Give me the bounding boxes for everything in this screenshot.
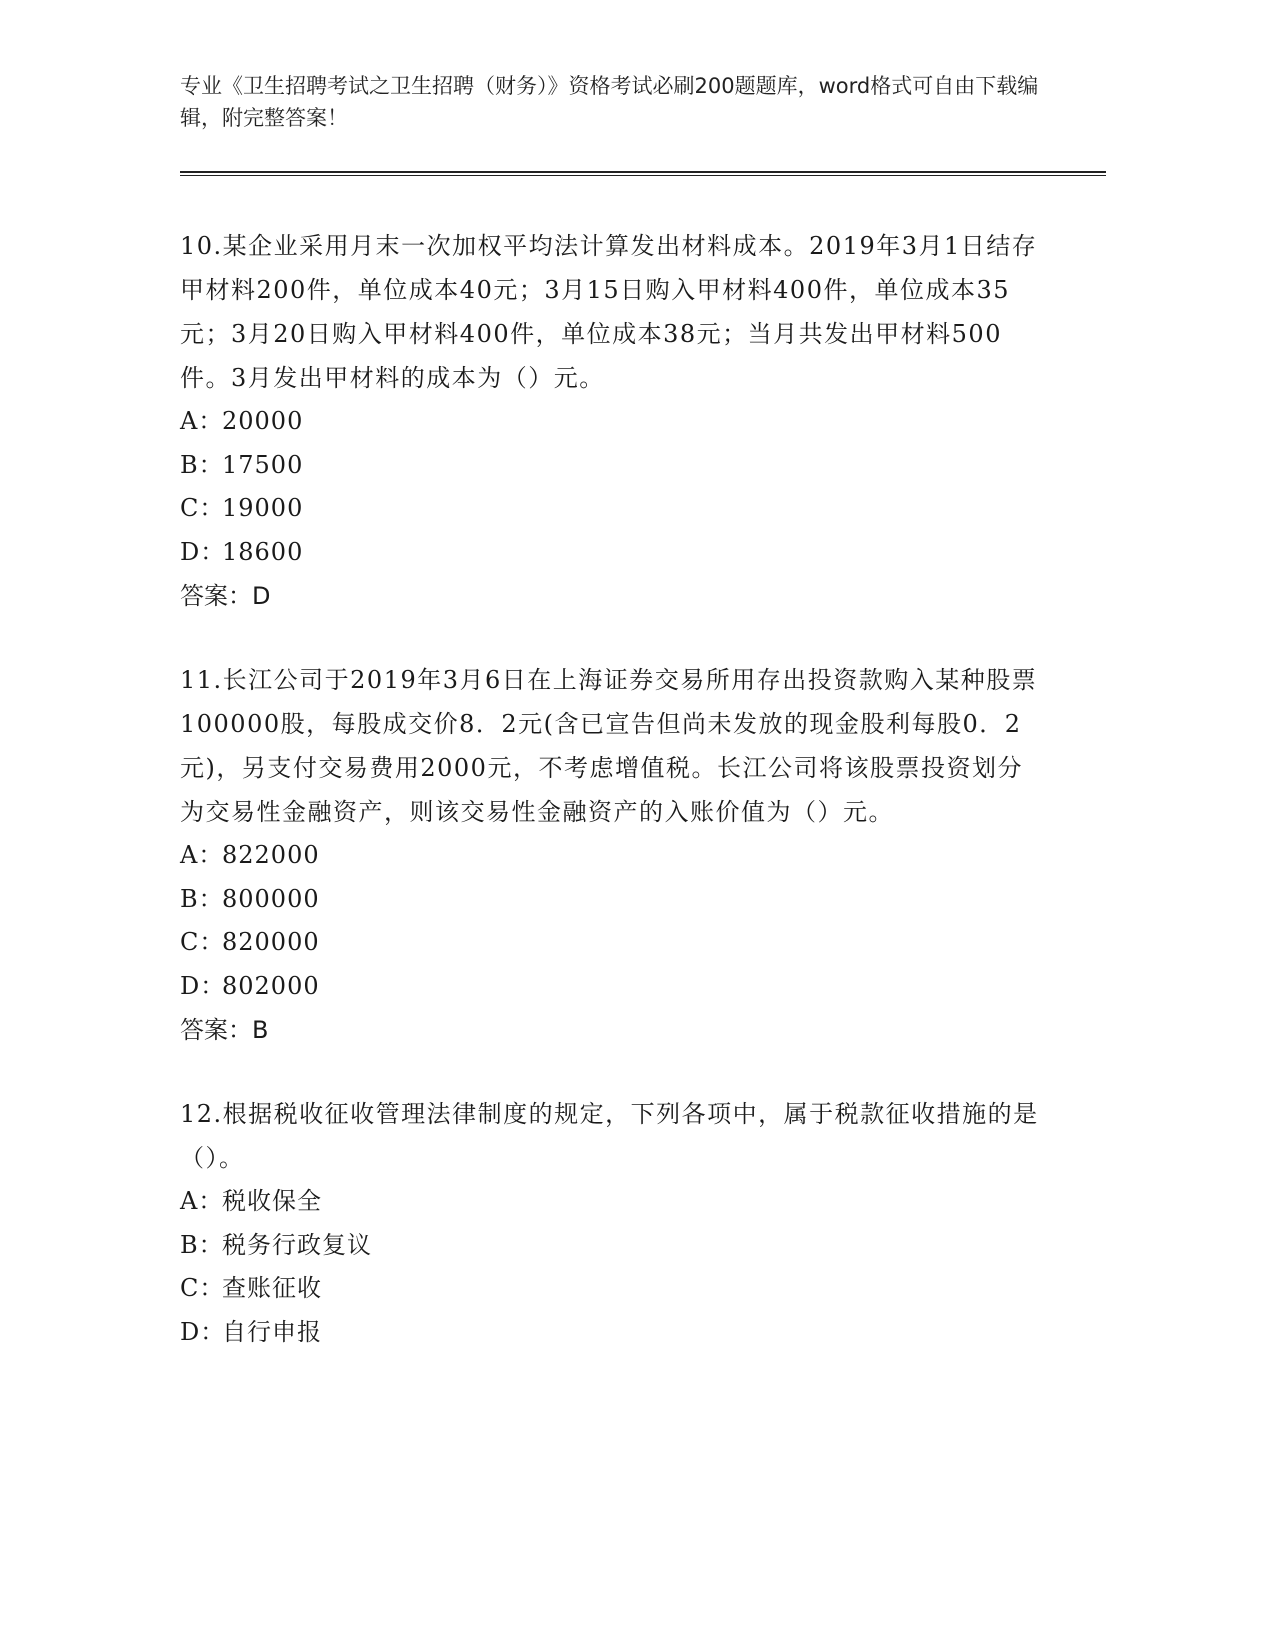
question-11 [180,658,1040,1052]
question-stem: 10.某企业采用月末一次加权平均法计算发出材料成本。2019年3月1日结存甲材料200件，单位成本40元；3月15日购入甲材料400件，单位成本35元；3月20日购入甲材料400件，单位成本38元；当月共发出甲材料500件。3月发出甲材料的成本为（）元。 [180,232,1038,392]
option-key: A： [180,1187,224,1215]
header-text: 专业《卫生招聘考试之卫生招聘（财务）》资格考试必刷200题题库，word格式可自由下载编辑，附完整答案！ [180,74,1039,130]
question-list [180,224,1040,1394]
option-text: 820000 [222,928,320,956]
option-b [180,878,1040,922]
option-text: 17500 [222,450,304,479]
option-a [180,1180,1040,1224]
option-text: 20000 [222,407,304,435]
option-c [180,1267,1040,1311]
option-d [180,1311,1040,1355]
option-text: 自行申报 [222,1317,322,1346]
option-text: 税收保全 [222,1187,322,1215]
option-b [180,444,1040,488]
option-text: 822000 [222,841,320,869]
option-a [180,834,1040,878]
option-key: C： [180,494,225,522]
header-divider [180,171,1106,173]
option-d [180,965,1040,1009]
option-c [180,921,1040,965]
question-12 [180,1092,1040,1354]
option-key: B： [180,1230,224,1259]
option-key: D： [180,1317,226,1346]
option-key: D： [180,537,226,566]
option-text: 19000 [222,494,304,522]
option-text: 800000 [222,884,320,913]
option-key: D： [180,971,226,1000]
answer-line: 答案：B [180,1016,269,1044]
option-a [180,400,1040,444]
question-stem: 12.根据税收征收管理法律制度的规定，下列各项中，属于税款征收措施的是（）。 [180,1100,1039,1172]
question-stem: 11.长江公司于2019年3月6日在上海证券交易所用存出投资款购入某种股票100000股，每股成交价8．2元(含已宣告但尚未发放的现金股利每股0．2元)，另支付交易费用2000元，不考虑增值税。长江公司将该股票投资划分为交易性金融资产，则该交易性金融资产的入账价值为（）元。 [180,666,1038,826]
page-header [180,70,1060,134]
option-text: 查账征收 [222,1274,322,1302]
option-text: 18600 [222,537,304,566]
question-10 [180,224,1040,618]
option-key: C： [180,1274,225,1302]
option-key: A： [180,841,224,869]
option-key: B： [180,884,224,913]
option-key: C： [180,928,225,956]
option-key: A： [180,407,224,435]
option-b [180,1224,1040,1268]
option-c [180,487,1040,531]
option-d [180,531,1040,575]
option-text: 802000 [222,971,320,1000]
answer-line: 答案：D [180,582,271,610]
option-text: 税务行政复议 [222,1230,372,1259]
option-key: B： [180,450,224,479]
